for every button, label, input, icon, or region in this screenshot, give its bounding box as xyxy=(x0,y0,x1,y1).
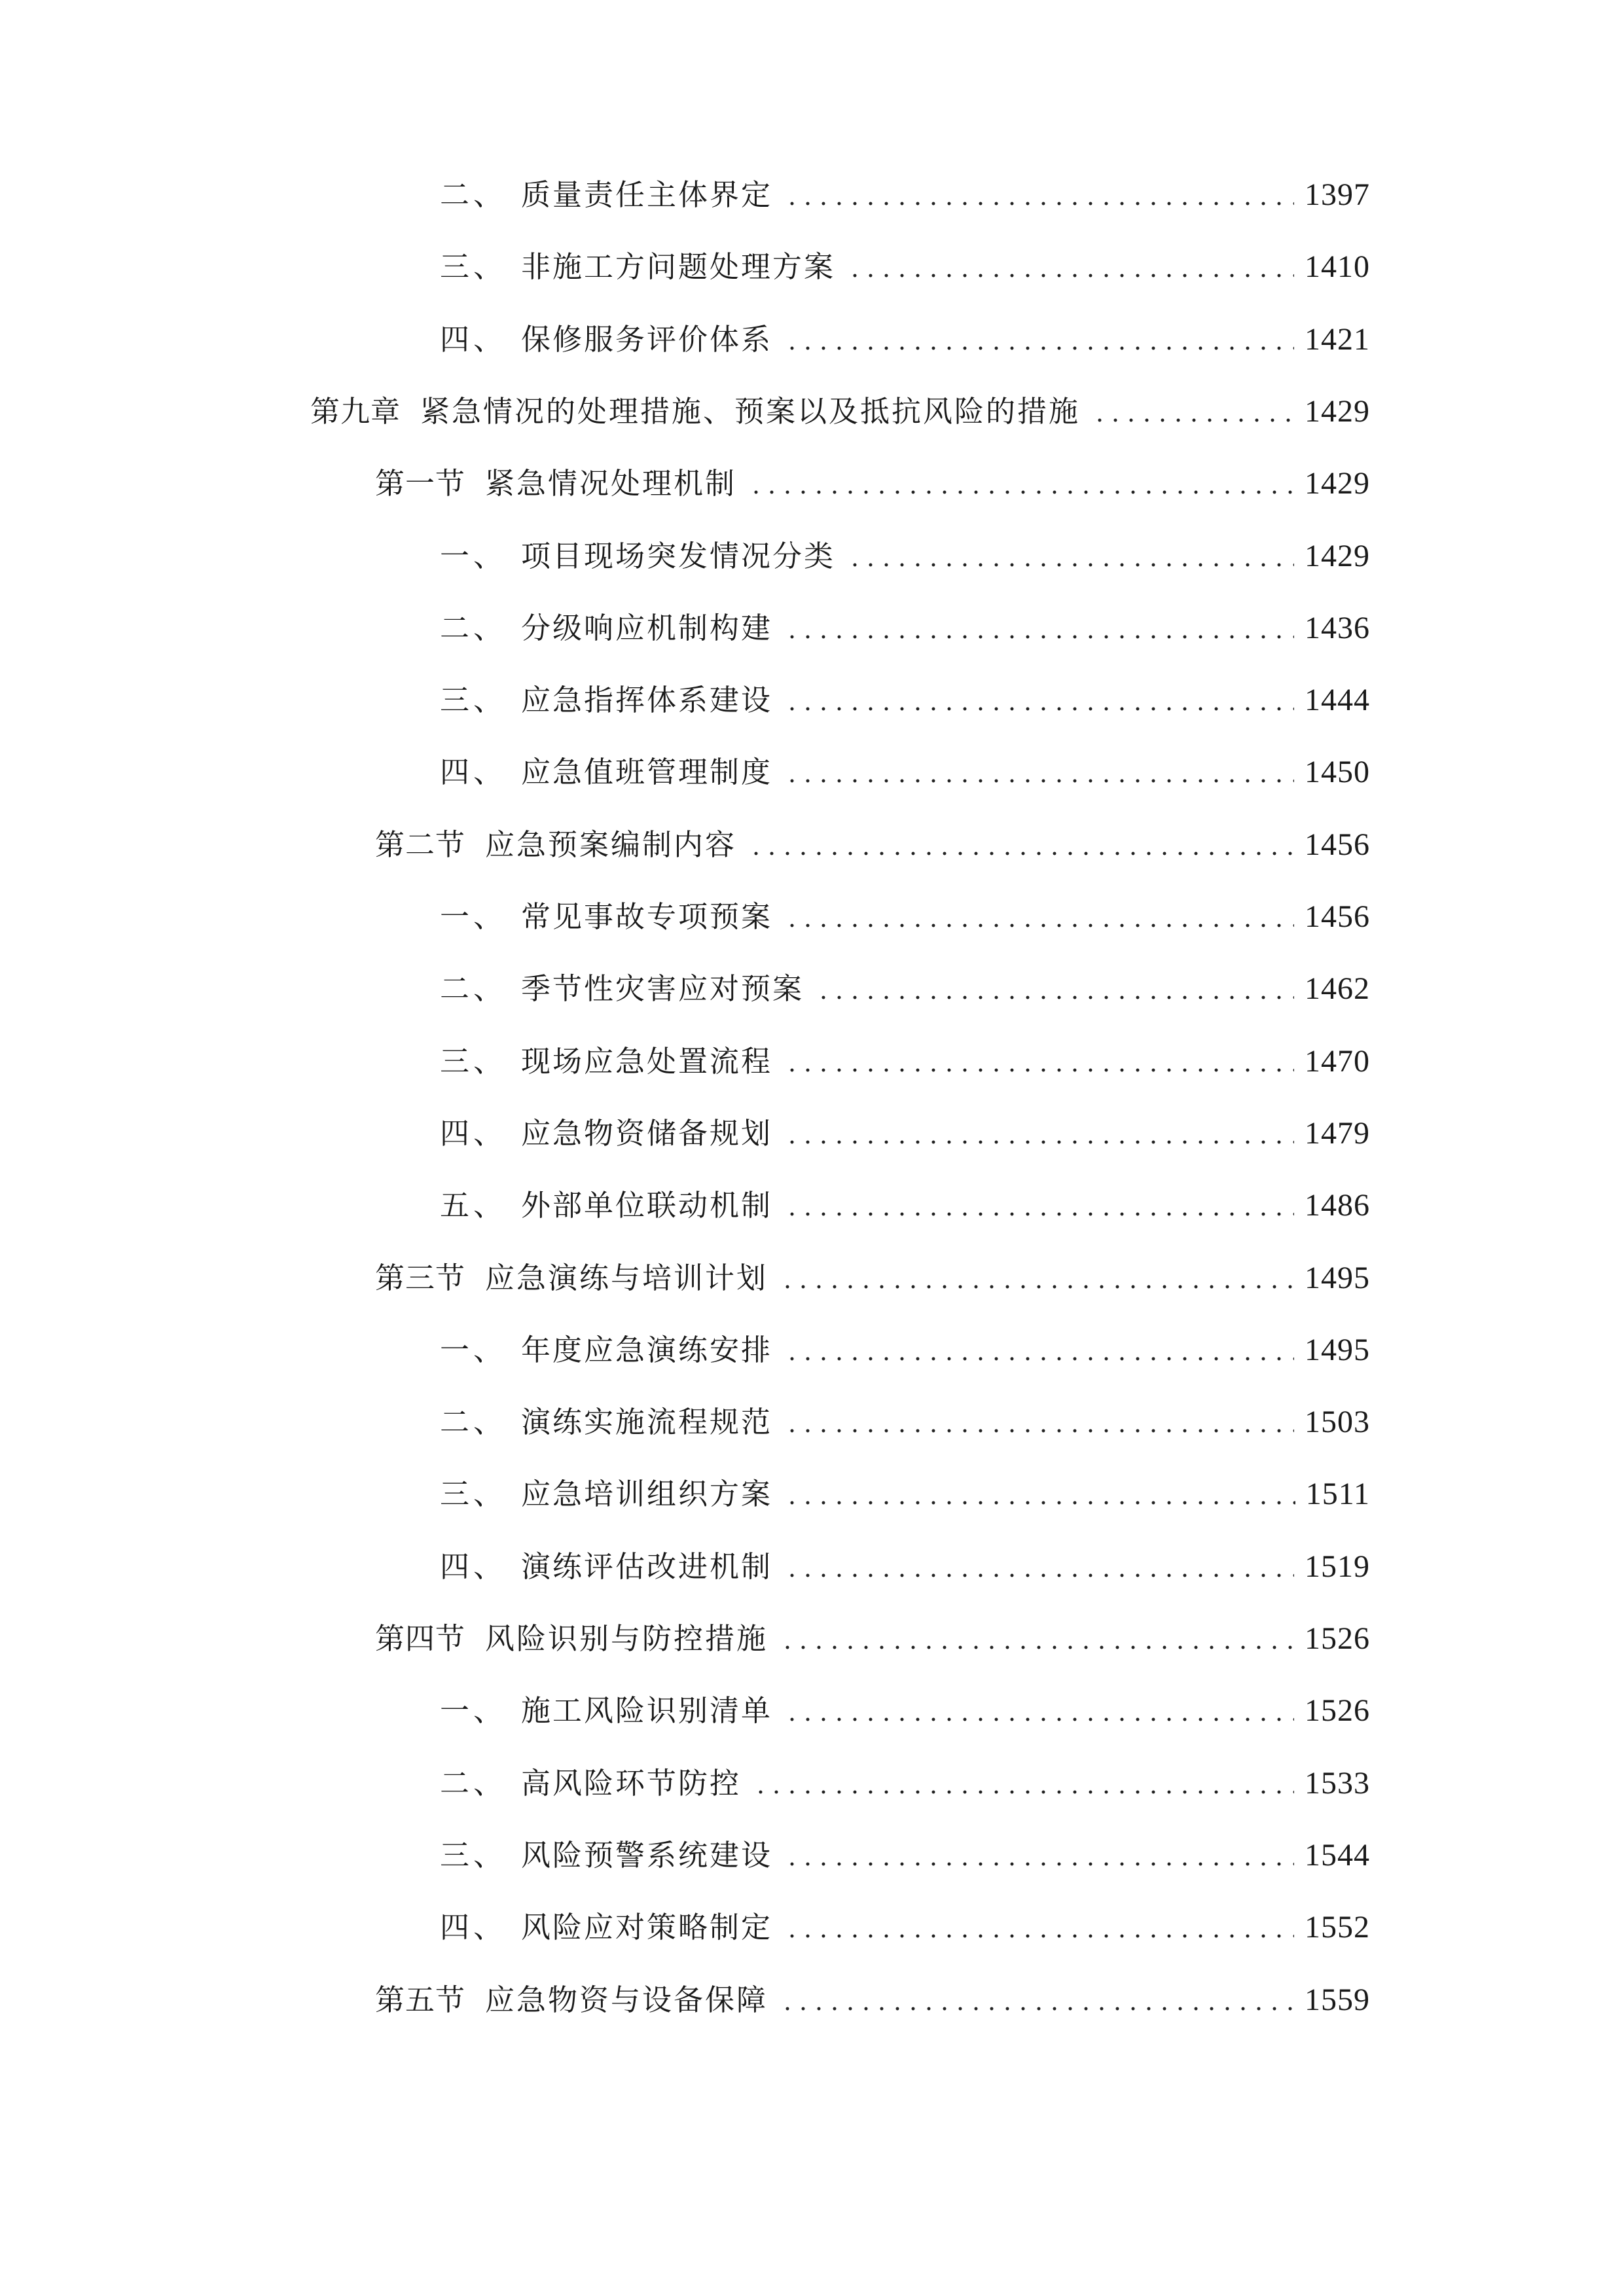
toc-leader-dots xyxy=(784,893,1294,941)
toc-entry-item[interactable] xyxy=(440,1687,1370,1734)
toc-entry-item[interactable] xyxy=(440,316,1370,363)
toc-entry-prefix: 四、 xyxy=(440,755,507,789)
toc-page-number: 1397 xyxy=(1305,177,1370,212)
toc-entry-prefix: 二、 xyxy=(440,1405,507,1439)
toc-entry-title: 风险应对策略制定 xyxy=(521,1910,773,1945)
toc-entry-item[interactable] xyxy=(440,1182,1370,1229)
toc-leader-dots xyxy=(784,1832,1294,1879)
toc-entry-prefix: 一、 xyxy=(440,1693,507,1728)
toc-leader-dots xyxy=(784,316,1294,363)
toc-entry-prefix: 三、 xyxy=(440,249,507,284)
toc-entry-title: 施工风险识别清单 xyxy=(521,1693,773,1728)
toc-entry-title: 质量责任主体界定 xyxy=(521,177,773,212)
toc-page-number: 1495 xyxy=(1305,1261,1370,1295)
toc-leader-dots xyxy=(780,1615,1294,1662)
toc-page-number: 1470 xyxy=(1305,1044,1370,1079)
toc-entry-title: 项目现场突发情况分类 xyxy=(521,539,836,573)
toc-entry-section[interactable] xyxy=(375,821,1370,869)
toc-entry-title: 季节性灾害应对预案 xyxy=(521,971,804,1006)
toc-entry-prefix: 二、 xyxy=(440,177,507,212)
toc-entry-title: 应急值班管理制度 xyxy=(521,755,773,789)
toc-entry-prefix: 四、 xyxy=(440,322,507,357)
toc-page-number: 1410 xyxy=(1305,249,1370,284)
toc-entry-prefix: 四、 xyxy=(440,1910,507,1945)
toc-entry-prefix: 第四节 xyxy=(375,1621,466,1656)
toc-page-number: 1533 xyxy=(1305,1766,1370,1801)
toc-entry-prefix: 第三节 xyxy=(375,1261,466,1295)
toc-entry-prefix: 二、 xyxy=(440,1766,507,1801)
toc-leader-dots xyxy=(784,1110,1294,1157)
toc-page-number: 1429 xyxy=(1305,394,1370,429)
toc-page-number: 1462 xyxy=(1305,971,1370,1006)
toc-entry-item[interactable] xyxy=(440,1399,1370,1446)
toc-entry-item[interactable] xyxy=(440,965,1370,1013)
toc-entry-prefix: 三、 xyxy=(440,683,507,717)
toc-entry-prefix: 一、 xyxy=(440,539,507,573)
toc-entry-section[interactable] xyxy=(375,1977,1370,2024)
toc-page-number: 1552 xyxy=(1305,1910,1370,1945)
toc-entry-item[interactable] xyxy=(440,1110,1370,1157)
toc-entry-title: 应急物资储备规划 xyxy=(521,1116,773,1151)
toc-entry-prefix: 四、 xyxy=(440,1116,507,1151)
toc-leader-dots xyxy=(1092,388,1294,435)
toc-entry-title: 年度应急演练安排 xyxy=(521,1333,773,1367)
toc-entry-title: 应急培训组织方案 xyxy=(521,1477,773,1511)
toc-page-number: 1486 xyxy=(1305,1188,1370,1223)
toc-leader-dots xyxy=(748,821,1294,869)
toc-leader-dots xyxy=(784,1904,1294,1951)
toc-entry-prefix: 第九章 xyxy=(310,394,401,429)
toc-page-number: 1456 xyxy=(1305,899,1370,934)
toc-leader-dots xyxy=(816,965,1294,1013)
toc-entry-item[interactable] xyxy=(440,1904,1370,1951)
toc-leader-dots xyxy=(748,460,1294,507)
toc-entry-prefix: 第五节 xyxy=(375,1982,466,2017)
toc-entry-title: 紧急情况的处理措施、预案以及抵抗风险的措施 xyxy=(420,394,1081,429)
toc-entry-item[interactable] xyxy=(440,1327,1370,1374)
toc-page-number: 1503 xyxy=(1305,1405,1370,1439)
toc-leader-dots xyxy=(753,1760,1294,1807)
toc-entry-prefix: 三、 xyxy=(440,1044,507,1079)
toc-page-number: 1544 xyxy=(1305,1838,1370,1873)
toc-entry-prefix: 四、 xyxy=(440,1549,507,1584)
toc-entry-section[interactable] xyxy=(375,460,1370,507)
toc-entry-item[interactable] xyxy=(440,171,1370,219)
toc-page-number: 1450 xyxy=(1305,755,1370,789)
toc-leader-dots xyxy=(784,1471,1295,1518)
toc-page-number: 1526 xyxy=(1305,1621,1370,1656)
toc-leader-dots xyxy=(784,605,1294,652)
toc-entry-title: 应急指挥体系建设 xyxy=(521,683,773,717)
toc-leader-dots xyxy=(847,533,1294,580)
toc-leader-dots xyxy=(780,1977,1294,2024)
toc-page-number: 1444 xyxy=(1305,683,1370,717)
toc-entry-title: 常见事故专项预案 xyxy=(521,899,773,934)
toc-leader-dots xyxy=(784,1182,1294,1229)
toc-entry-prefix: 二、 xyxy=(440,971,507,1006)
toc-entry-prefix: 一、 xyxy=(440,1333,507,1367)
toc-page-number: 1495 xyxy=(1305,1333,1370,1367)
toc-entry-section[interactable] xyxy=(375,1255,1370,1302)
toc-page-number: 1456 xyxy=(1305,827,1370,862)
toc-entry-prefix: 三、 xyxy=(440,1838,507,1873)
toc-entry-title: 现场应急处置流程 xyxy=(521,1044,773,1079)
toc-entry-chapter[interactable] xyxy=(310,388,1370,435)
toc-page-number: 1511 xyxy=(1305,1477,1370,1511)
toc-entry-prefix: 二、 xyxy=(440,611,507,645)
toc-page-number: 1429 xyxy=(1305,466,1370,501)
toc-page-number: 1436 xyxy=(1305,611,1370,645)
toc-page-number: 1519 xyxy=(1305,1549,1370,1584)
toc-page-number: 1479 xyxy=(1305,1116,1370,1151)
toc-entry-prefix: 三、 xyxy=(440,1477,507,1511)
toc-entry-title: 应急物资与设备保障 xyxy=(485,1982,768,2017)
toc-leader-dots xyxy=(784,677,1294,724)
toc-entry-title: 演练实施流程规范 xyxy=(521,1405,773,1439)
toc-entry-item[interactable] xyxy=(440,243,1370,291)
toc-entry-title: 紧急情况处理机制 xyxy=(485,466,737,501)
toc-entry-item[interactable] xyxy=(440,1832,1370,1879)
toc-entry-item[interactable] xyxy=(440,1471,1370,1518)
toc-leader-dots xyxy=(847,243,1294,291)
toc-entry-prefix: 第一节 xyxy=(375,466,466,501)
toc-leader-dots xyxy=(784,1327,1294,1374)
toc-leader-dots xyxy=(780,1255,1294,1302)
toc-entry-item[interactable] xyxy=(440,533,1370,580)
toc-page-number: 1526 xyxy=(1305,1693,1370,1728)
toc-entry-item[interactable] xyxy=(440,749,1370,796)
toc-leader-dots xyxy=(784,1038,1294,1085)
toc-entry-title: 外部单位联动机制 xyxy=(521,1188,773,1223)
toc-entry-title: 分级响应机制构建 xyxy=(521,611,773,645)
toc-leader-dots xyxy=(784,1543,1294,1590)
toc-page-number: 1559 xyxy=(1305,1982,1370,2017)
toc-entry-title: 应急演练与培训计划 xyxy=(485,1261,768,1295)
toc-entry-prefix: 五、 xyxy=(440,1188,507,1223)
toc-entry-item[interactable] xyxy=(440,1543,1370,1590)
toc-leader-dots xyxy=(784,171,1294,219)
toc-entry-title: 风险预警系统建设 xyxy=(521,1838,773,1873)
toc-leader-dots xyxy=(784,1687,1294,1734)
toc-entry-item[interactable] xyxy=(440,605,1370,652)
toc-leader-dots xyxy=(784,749,1294,796)
toc-entry-title: 非施工方问题处理方案 xyxy=(521,249,836,284)
toc-entry-title: 演练评估改进机制 xyxy=(521,1549,773,1584)
toc-entry-title: 应急预案编制内容 xyxy=(485,827,737,862)
toc-page-number: 1429 xyxy=(1305,539,1370,573)
toc-entry-section[interactable] xyxy=(375,1615,1370,1662)
toc-entry-title: 风险识别与防控措施 xyxy=(485,1621,768,1656)
toc-entry-title: 高风险环节防控 xyxy=(521,1766,742,1801)
toc-leader-dots xyxy=(784,1399,1294,1446)
toc-entry-item[interactable] xyxy=(440,1760,1370,1807)
toc-entry-item[interactable] xyxy=(440,893,1370,941)
toc-entry-prefix: 第二节 xyxy=(375,827,466,862)
toc-entry-prefix: 一、 xyxy=(440,899,507,934)
toc-page-number: 1421 xyxy=(1305,322,1370,357)
toc-entry-item[interactable] xyxy=(440,677,1370,724)
toc-entry-title: 保修服务评价体系 xyxy=(521,322,773,357)
toc-entry-item[interactable] xyxy=(440,1038,1370,1085)
